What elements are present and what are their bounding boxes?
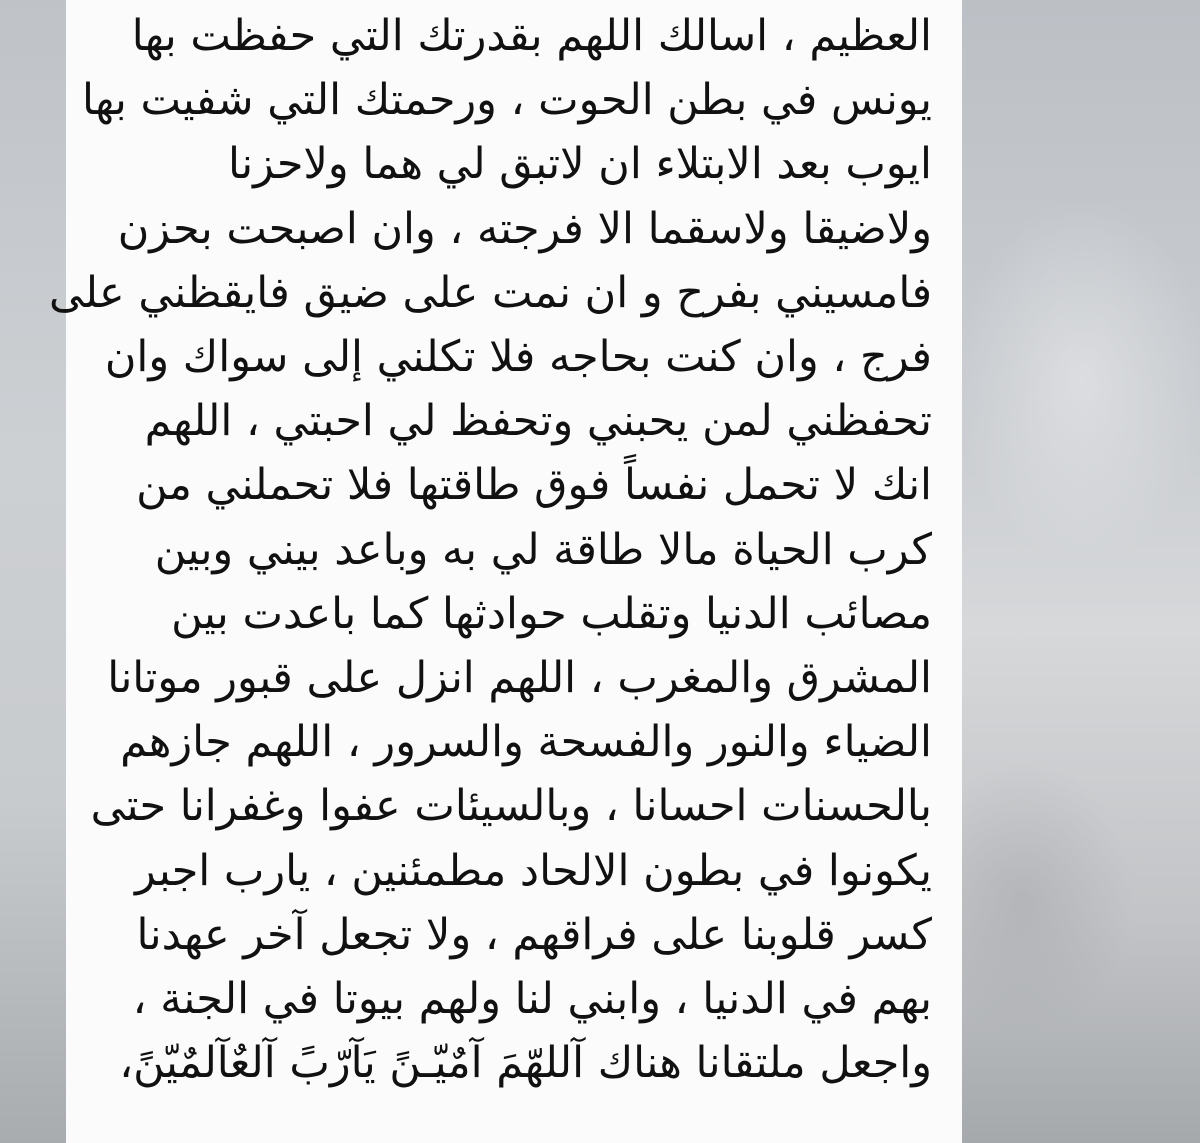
note-line: يونس في بطن الحوت ، ورحمتك التي شفيت بها: [82, 75, 932, 126]
note-line: انك لا تحمل نفساً فوق طاقتها فلا تحملني من: [136, 460, 932, 511]
note-line: بالحسنات احسانا ، وبالسيئات عفوا وغفرانا حتى: [90, 781, 932, 832]
note-line: بهم في الدنيا ، وابني لنا ولهم بيوتا في الجنة ،: [132, 974, 932, 1025]
note-line: العظيم ، اسالك اللهم بقدرتك التي حفظت بها: [131, 11, 932, 61]
note-line: ايوب بعد الابتلاء ان لاتبق لي هما ولاحزنا: [228, 139, 932, 190]
note-body: [48, 4, 932, 1095]
note-line: فامسيني بفرح و ان نمت على ضيق فايقظني على: [48, 267, 932, 318]
note-line: فرج ، وان كنت بحاجه فلا تكلني إلى سواك وان: [104, 332, 932, 383]
background-sky-right: [962, 0, 1200, 1143]
note-line: كرب الحياة مالا طاقة لي به وباعد بيني وبين: [154, 524, 932, 575]
note-line: المشرق والمغرب ، اللهم انزل على قبور موتانا: [107, 653, 932, 704]
note-line: ولاضيقا ولاسقما الا فرجته ، وان اصبحت بحزن: [117, 203, 932, 254]
note-line: تحفظني لمن يحبني وتحفظ لي احبتي ، اللهم: [144, 396, 932, 447]
note-line: يكونوا في بطون الالحاد مطمئنين ، يارب اجبر: [135, 845, 932, 896]
note-line: الضياء والنور والفسحة والسرور ، اللهم جازهم: [120, 717, 932, 768]
note-line: كسر قلوبنا على فراقهم ، ولا تجعل آخر عهدنا: [136, 909, 932, 960]
note-text-panel: [48, 0, 962, 1143]
note-line: مصائب الدنيا وتقلب حوادثها كما باعدت بين: [171, 588, 932, 639]
note-line: واجعل ملتقانا هناك آللهّمَ آمٌيّـنً يَآرّبً آلعٌآلمٌيّنً،: [119, 1038, 932, 1089]
background-sky-left: [0, 0, 66, 1143]
